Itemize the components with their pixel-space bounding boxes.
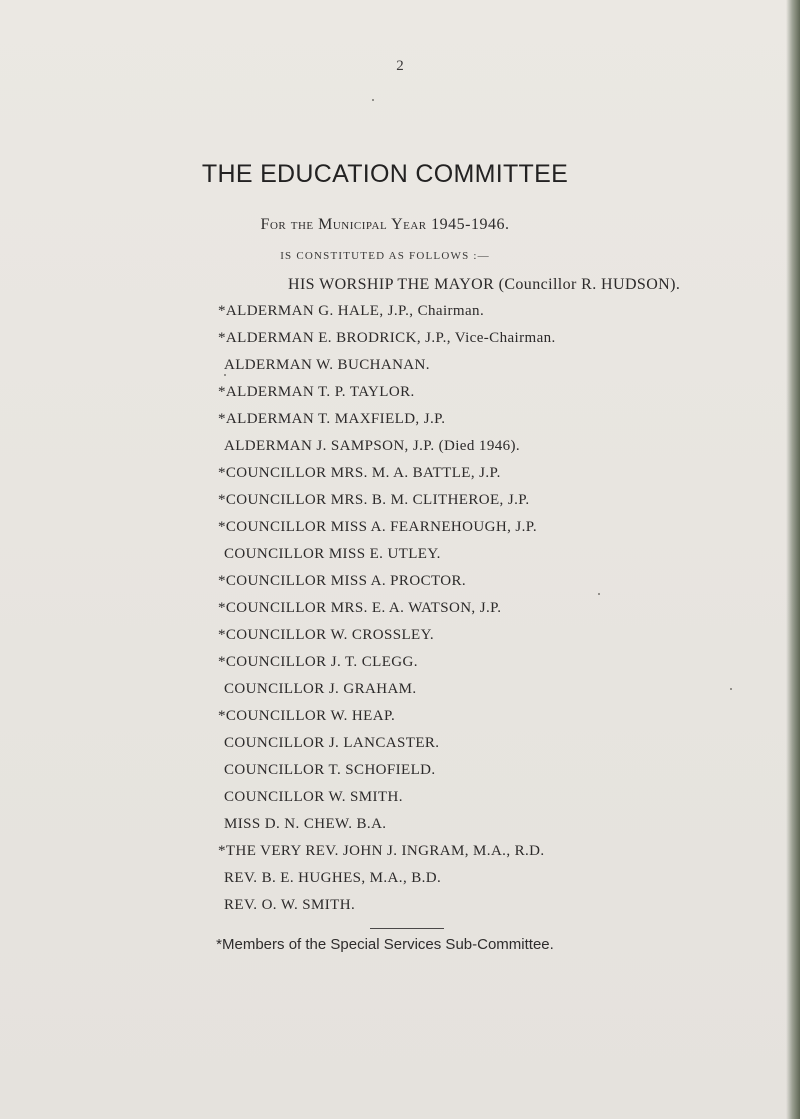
constituted-heading: IS CONSTITUTED AS FOLLOWS :— xyxy=(280,250,490,262)
member-entry: COUNCILLOR W. SMITH. xyxy=(224,789,403,805)
member-entry: MISS D. N. CHEW. B.A. xyxy=(224,816,387,832)
member-entry: *ALDERMAN E. BRODRICK, J.P., Vice-Chairman. xyxy=(218,330,556,346)
print-speck xyxy=(730,688,732,690)
document-title: THE EDUCATION COMMITTEE xyxy=(201,160,569,188)
member-entry: COUNCILLOR T. SCHOFIELD. xyxy=(224,762,436,778)
member-entry: *COUNCILLOR W. CROSSLEY. xyxy=(218,627,435,643)
member-mayor: HIS WORSHIP THE MAYOR (Councillor R. HUDSON). xyxy=(288,276,681,293)
member-entry: *ALDERMAN T. P. TAYLOR. xyxy=(218,384,415,400)
member-entry: COUNCILLOR J. LANCASTER. xyxy=(224,735,440,751)
member-entry: *THE VERY REV. JOHN J. INGRAM, M.A., R.D. xyxy=(218,843,545,859)
print-speck xyxy=(372,99,374,101)
member-entry: ALDERMAN J. SAMPSON, J.P. (Died 1946). xyxy=(224,438,521,454)
member-entry: *ALDERMAN T. MAXFIELD, J.P. xyxy=(218,411,446,427)
member-entry: *ALDERMAN G. HALE, J.P., Chairman. xyxy=(218,303,485,319)
member-entry: *COUNCILLOR MISS A. FEARNEHOUGH, J.P. xyxy=(218,519,538,535)
member-entry: *COUNCILLOR MRS. M. A. BATTLE, J.P. xyxy=(218,465,501,481)
footnote: *Members of the Special Services Sub-Committee. xyxy=(216,936,554,953)
member-entry: COUNCILLOR J. GRAHAM. xyxy=(224,681,417,697)
print-speck xyxy=(224,374,226,376)
member-entry: *COUNCILLOR J. T. CLEGG. xyxy=(218,654,418,670)
municipal-year-subtitle: For the Municipal Year 1945-1946. xyxy=(260,216,510,233)
member-entry: *COUNCILLOR MRS. B. M. CLITHEROE, J.P. xyxy=(218,492,530,508)
member-entry: REV. B. E. HUGHES, M.A., B.D. xyxy=(224,870,442,886)
page-number: 2 xyxy=(396,58,404,74)
member-entry: ALDERMAN W. BUCHANAN. xyxy=(224,357,430,373)
member-entry: *COUNCILLOR W. HEAP. xyxy=(218,708,396,724)
member-entry: *COUNCILLOR MISS A. PROCTOR. xyxy=(218,573,467,589)
member-entry: REV. O. W. SMITH. xyxy=(224,897,356,913)
page-edge-shadow xyxy=(786,0,800,1119)
footnote-divider xyxy=(370,928,444,929)
print-speck xyxy=(598,593,600,595)
member-entry: COUNCILLOR MISS E. UTLEY. xyxy=(224,546,441,562)
member-entry: *COUNCILLOR MRS. E. A. WATSON, J.P. xyxy=(218,600,502,616)
